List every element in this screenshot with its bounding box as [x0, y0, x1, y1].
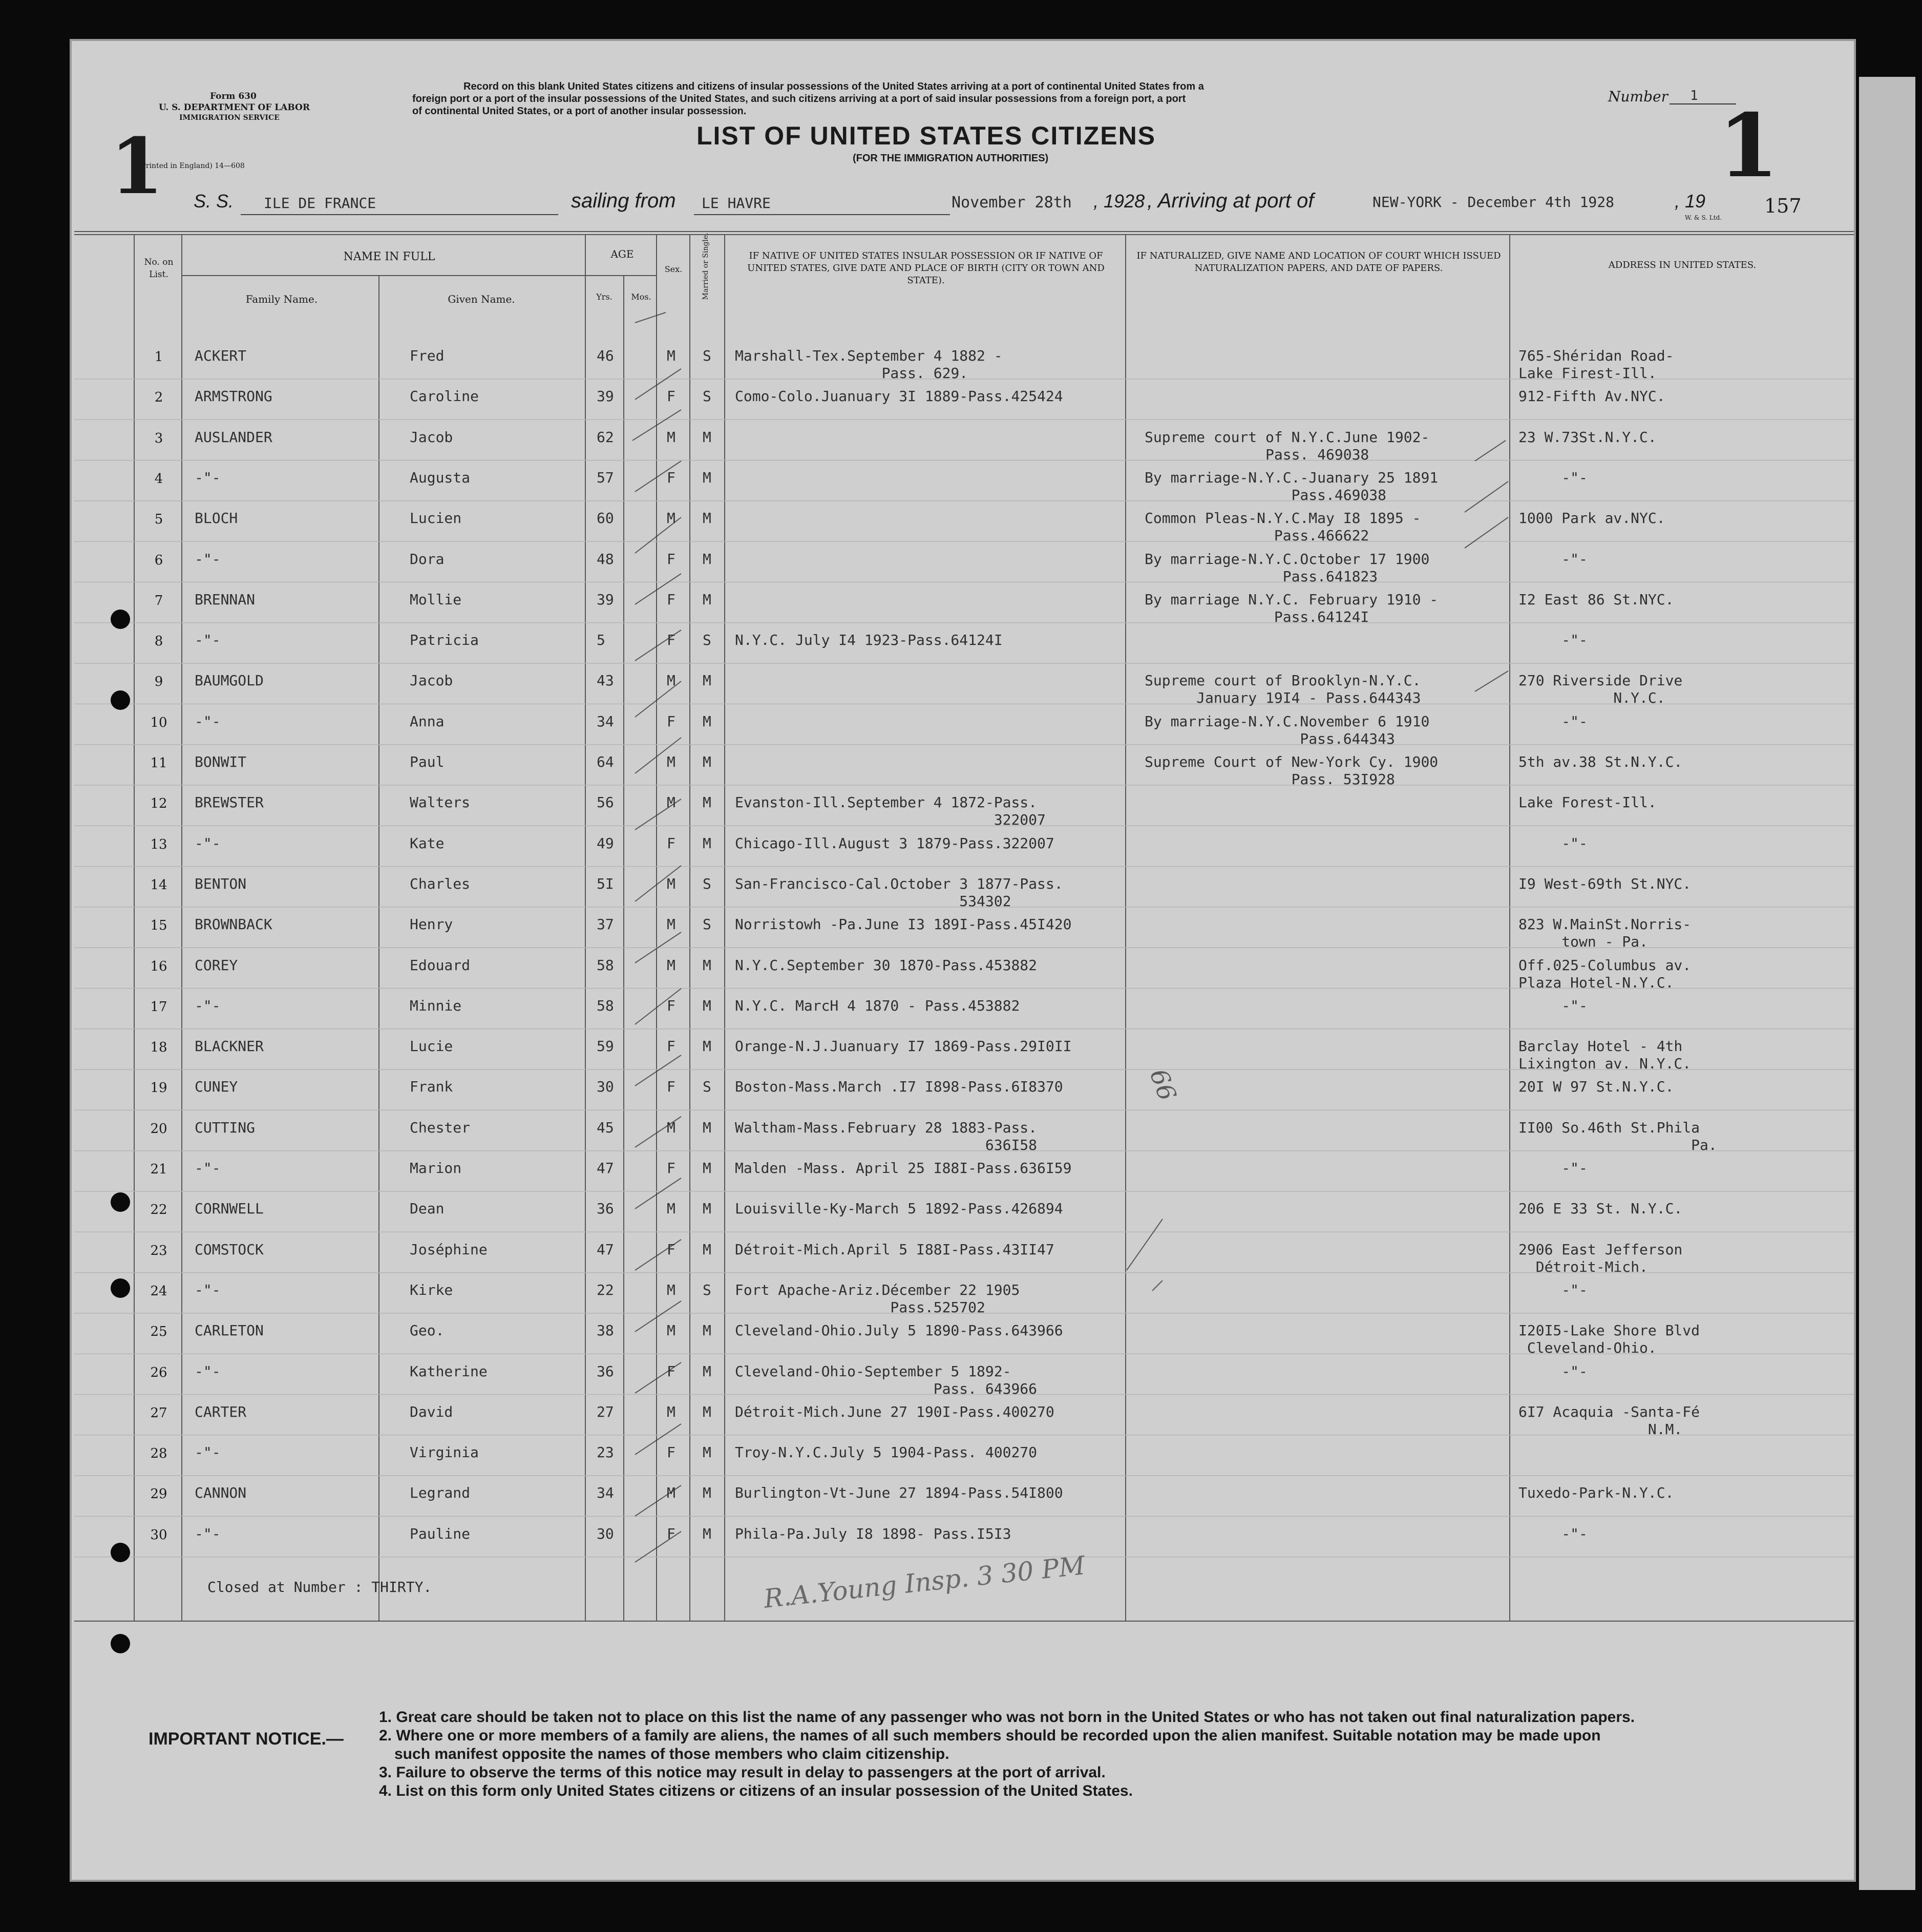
marital-status: S [703, 347, 711, 364]
address: 912-Fifth Av.NYC. [1518, 388, 1665, 405]
naturalization-info: By marriage-N.Y.C.November 6 1910 Pass.644343 [1145, 712, 1430, 747]
birth-info: N.Y.C. July I4 1923-Pass.64124I [735, 632, 1003, 649]
birth-info: Fort Apache-Ariz.Décember 22 1905 Pass.525702 [735, 1281, 1020, 1316]
header-name-in-full: NAME IN FULL [343, 250, 435, 263]
age-years: 39 [597, 388, 614, 405]
arriving-label: , Arriving at port of [1147, 190, 1314, 212]
family-name: CORNWELL [195, 1200, 264, 1217]
sex: M [667, 672, 675, 689]
age-years: 5 [597, 632, 605, 649]
family-name: BRENNAN [195, 591, 256, 608]
marital-status: M [703, 1403, 711, 1420]
family-name: BREWSTER [195, 794, 264, 811]
family-name: BAUMGOLD [195, 672, 264, 689]
family-name: -"- [195, 1444, 221, 1461]
address: 823 W.MainSt.Norris- town - Pa. [1518, 916, 1692, 951]
sex: F [667, 1525, 675, 1542]
age-years: 30 [597, 1078, 614, 1096]
marital-status: M [703, 550, 711, 568]
marital-status: S [703, 632, 711, 649]
row-number: 26 [150, 1364, 167, 1380]
row-number: 23 [150, 1243, 167, 1258]
given-name: Joséphine [410, 1241, 488, 1258]
marital-status: S [703, 916, 711, 933]
inspector-signature: R.A.Young Insp. 3 30 PM [762, 1550, 1087, 1614]
sex: M [667, 347, 675, 364]
sex: M [667, 510, 675, 527]
family-name: COMSTOCK [195, 1241, 264, 1258]
marital-status: M [703, 834, 711, 852]
sex: F [667, 834, 675, 852]
header-married-single: Married or Single. [702, 233, 710, 300]
header-address: ADDRESS IN UNITED STATES. [1608, 260, 1757, 270]
address: -"- [1518, 1281, 1588, 1298]
sex: F [667, 469, 675, 486]
naturalization-info: Common Pleas-N.Y.C.May I8 1895 - Pass.466622 [1145, 510, 1421, 544]
sex: M [667, 1484, 675, 1502]
family-name: BONWIT [195, 753, 247, 770]
given-name: Katherine [410, 1362, 488, 1380]
marital-status: M [703, 672, 711, 689]
sex: F [667, 550, 675, 568]
marital-status: M [703, 1444, 711, 1461]
ship-name: ILE DE FRANCE [264, 195, 376, 212]
family-name: CANNON [195, 1484, 247, 1502]
sex: F [667, 591, 675, 608]
header-mos: Mos. [631, 292, 651, 302]
service: IMMIGRATION SERVICE [179, 114, 280, 122]
marital-status: M [703, 1362, 711, 1380]
given-name: Geo. [410, 1322, 445, 1339]
notice-label: IMPORTANT NOTICE.— [149, 1729, 344, 1749]
marital-status: S [703, 388, 711, 405]
birth-info: Waltham-Mass.February 28 1883-Pass. 636I58 [735, 1119, 1038, 1153]
sex: F [667, 712, 675, 730]
marital-status: M [703, 997, 711, 1014]
birth-info: Phila-Pa.July I8 1898- Pass.I5I3 [735, 1525, 1011, 1542]
punch-hole [111, 690, 130, 710]
birth-info: Evanston-Ill.September 4 1872-Pass. 322007 [735, 794, 1046, 829]
family-name: -"- [195, 712, 221, 730]
sailing-label: sailing from [571, 190, 676, 212]
header-birth: IF NATIVE OF UNITED STATES INSULAR POSSESSION OR IF NATIVE OF UNITED STATES, GIVE DATE AND PLACE OF BIRTH (CITY OR TOWN AND STATE). [747, 250, 1105, 286]
sex: F [667, 1160, 675, 1177]
family-name: ARMSTRONG [195, 388, 272, 405]
given-name: Jacob [410, 428, 453, 446]
given-name: Chester [410, 1119, 471, 1136]
row-number: 9 [154, 674, 163, 690]
row-number: 16 [150, 958, 167, 974]
given-name: Dean [410, 1200, 445, 1217]
naturalization-info: By marriage N.Y.C. February 1910 - Pass.64124I [1145, 591, 1439, 625]
family-name: ACKERT [195, 347, 247, 364]
birth-info: Burlington-Vt-June 27 1894-Pass.54I800 [735, 1484, 1063, 1502]
printer-mark: W. & S. Ltd. [1685, 214, 1722, 221]
address: Lake Forest-Ill. [1518, 794, 1657, 811]
address: -"- [1518, 1362, 1588, 1380]
row-number: 30 [150, 1527, 167, 1543]
from-port: LE HAVRE [702, 195, 771, 212]
address: 5th av.38 St.N.Y.C. [1518, 753, 1683, 770]
birth-info: Marshall-Tex.September 4 1882 - Pass. 629. [735, 347, 1003, 382]
printed-note: (Printed in England) 14—608 [138, 162, 245, 170]
age-years: 56 [597, 794, 614, 811]
notice-item-4: 4. List on this form only United States citizens or citizens of an insular possession of the United States. [379, 1782, 1133, 1799]
form-number: Form 630 [210, 91, 257, 101]
address: Barclay Hotel - 4th Lixington av. N.Y.C. [1518, 1038, 1692, 1073]
age-years: 46 [597, 347, 614, 364]
address: II00 So.46th St.Phila Pa. [1518, 1119, 1717, 1153]
punch-hole [111, 1278, 130, 1298]
depart-date: November 28th [952, 194, 1072, 212]
punch-hole [111, 610, 130, 629]
address: 6I7 Acaquia -Santa-Fé N.M. [1518, 1403, 1700, 1438]
family-name: CUNEY [195, 1078, 238, 1096]
row-number: 3 [154, 430, 163, 446]
margin-mark: 66 [1144, 1065, 1182, 1105]
header-family-name: Family Name. [245, 293, 318, 305]
birth-info: Troy-N.Y.C.July 5 1904-Pass. 400270 [735, 1444, 1038, 1461]
sex: F [667, 1362, 675, 1380]
marital-status: M [703, 1241, 711, 1258]
marital-status: S [703, 875, 711, 892]
birth-info: N.Y.C. MarcH 4 1870 - Pass.453882 [735, 997, 1020, 1014]
naturalization-info: By marriage-N.Y.C.October 17 1900 Pass.641823 [1145, 550, 1430, 585]
sex: M [667, 916, 675, 933]
family-name: -"- [195, 1281, 221, 1298]
naturalization-info: Supreme Court of New-York Cy. 1900 Pass. 53I928 [1145, 753, 1439, 788]
punch-hole [111, 1192, 130, 1212]
row-number: 29 [150, 1486, 167, 1502]
punch-hole [111, 1543, 130, 1562]
age-years: 48 [597, 550, 614, 568]
marital-status: M [703, 753, 711, 770]
notice-item-1: 1. Great care should be taken not to place on this list the name of any passenger who was not born in the United States or who has not taken out final naturalization papers. [379, 1709, 1635, 1726]
marital-status: M [703, 1038, 711, 1055]
sex: F [667, 1444, 675, 1461]
given-name: Walters [410, 794, 471, 811]
sex: M [667, 1322, 675, 1339]
sex: M [667, 1281, 675, 1298]
birth-info: Boston-Mass.March .I7 I898-Pass.6I8370 [735, 1078, 1063, 1096]
row-number: 24 [150, 1283, 167, 1299]
given-name: Charles [410, 875, 471, 892]
page-number: 157 [1764, 195, 1802, 217]
header-naturalization: IF NATURALIZED, GIVE NAME AND LOCATION OF COURT WHICH ISSUED NATURALIZATION PAPERS, AND DATE OF PAPERS. [1136, 250, 1501, 274]
marital-status: M [703, 1484, 711, 1502]
row-number: 12 [150, 796, 167, 812]
header-age: AGE [610, 248, 634, 260]
row-number: 13 [150, 836, 167, 852]
family-name: AUSLANDER [195, 428, 272, 446]
birth-info: Malden -Mass. April 25 I88I-Pass.636I59 [735, 1160, 1072, 1177]
address: I9 West-69th St.NYC. [1518, 875, 1692, 892]
age-years: 62 [597, 428, 614, 446]
family-name: BLACKNER [195, 1038, 264, 1055]
given-name: David [410, 1403, 453, 1420]
age-years: 27 [597, 1403, 614, 1420]
family-name: -"- [195, 997, 221, 1014]
sex: F [667, 997, 675, 1014]
instructions-line-3: of continental United States, or a port of another insular possession. [412, 106, 747, 117]
address: -"- [1518, 1525, 1588, 1542]
sex: F [667, 1078, 675, 1096]
number-value: 1 [1690, 88, 1698, 103]
row-number: 7 [154, 593, 163, 608]
given-name: Henry [410, 916, 453, 933]
family-name: -"- [195, 550, 221, 568]
age-years: 49 [597, 834, 614, 852]
given-name: Dora [410, 550, 445, 568]
row-number: 20 [150, 1121, 167, 1137]
age-years: 64 [597, 753, 614, 770]
age-years: 43 [597, 672, 614, 689]
sex: F [667, 1038, 675, 1055]
given-name: Lucie [410, 1038, 453, 1055]
address: -"- [1518, 997, 1588, 1014]
row-number: 27 [150, 1405, 167, 1421]
marital-status: S [703, 1281, 711, 1298]
family-name: -"- [195, 632, 221, 649]
marital-status: M [703, 428, 711, 446]
notice-item-2: 2. Where one or more members of a family are aliens, the names of all such members should be recorded upon the alien manifest. Suitable notation may be made upon [379, 1727, 1601, 1744]
row-number: 14 [150, 877, 167, 893]
row-number: 8 [154, 634, 163, 649]
given-name: Kirke [410, 1281, 453, 1298]
address: 206 E 33 St. N.Y.C. [1518, 1200, 1683, 1217]
header-given-name: Given Name. [448, 293, 515, 305]
notice-item-2-cont: such manifest opposite the names of those members who claim citizenship. [394, 1746, 949, 1762]
sex: M [667, 1200, 675, 1217]
marital-status: M [703, 1160, 711, 1177]
given-name: Minnie [410, 997, 462, 1014]
address: -"- [1518, 469, 1588, 486]
department: U. S. DEPARTMENT OF LABOR [159, 102, 310, 113]
given-name: Virginia [410, 1444, 479, 1461]
sex: M [667, 875, 675, 892]
arrival-port-date: NEW-YORK - December 4th 1928 [1372, 194, 1615, 211]
address: 20I W 97 St.N.Y.C. [1518, 1078, 1674, 1096]
instructions-line-1: Record on this blank United States citizens and citizens of insular possessions of the United States arriving at a port of continental United States from a [463, 81, 1204, 92]
given-name: Frank [410, 1078, 453, 1096]
row-number: 15 [150, 918, 167, 934]
given-name: Pauline [410, 1525, 471, 1542]
sex: F [667, 388, 675, 405]
depart-year: , 1928 [1093, 191, 1145, 212]
birth-info: Louisville-Ky-March 5 1892-Pass.426894 [735, 1200, 1063, 1217]
sex: M [667, 794, 675, 811]
marital-status: M [703, 1525, 711, 1542]
birth-info: Orange-N.J.Juanuary I7 1869-Pass.29I0II [735, 1038, 1072, 1055]
row-number: 1 [154, 349, 163, 365]
family-name: COREY [195, 956, 238, 974]
birth-info: Cleveland-Ohio.July 5 1890-Pass.643966 [735, 1322, 1063, 1339]
address: -"- [1518, 834, 1588, 852]
row-number: 18 [150, 1040, 167, 1056]
marital-status: M [703, 591, 711, 608]
family-name: -"- [195, 1362, 221, 1380]
family-name: BENTON [195, 875, 247, 892]
address: 270 Riverside Drive N.Y.C. [1518, 672, 1683, 707]
address: 23 W.73St.N.Y.C. [1518, 428, 1657, 446]
age-years: 34 [597, 712, 614, 730]
ss-label: S. S. [194, 191, 234, 212]
sex: F [667, 632, 675, 649]
marital-status: M [703, 510, 711, 527]
page-subtitle: (FOR THE IMMIGRATION AUTHORITIES) [853, 153, 1049, 164]
header-no: No. on List. [144, 257, 174, 280]
big-number: 1 [1718, 95, 1779, 197]
age-years: 57 [597, 469, 614, 486]
instructions-line-2: foreign port or a port of the insular possessions of the United States, and such citizens arriving at a port of said insular possessions from a foreign port, a port [412, 93, 1186, 104]
row-number: 19 [150, 1080, 167, 1096]
row-number: 28 [150, 1446, 167, 1462]
row-number: 25 [150, 1324, 167, 1340]
age-years: 58 [597, 997, 614, 1014]
family-name: -"- [195, 469, 221, 486]
given-name: Kate [410, 834, 445, 852]
closing-note: Closed at Number : THIRTY. [207, 1579, 432, 1595]
naturalization-info: Supreme court of N.Y.C.June 1902- Pass. 469038 [1145, 428, 1430, 463]
age-years: 34 [597, 1484, 614, 1502]
page-title: LIST OF UNITED STATES CITIZENS [696, 121, 1156, 150]
address: -"- [1518, 550, 1588, 568]
birth-info: Détroit-Mich.April 5 I88I-Pass.43II47 [735, 1241, 1054, 1258]
row-number: 22 [150, 1202, 167, 1218]
age-years: 36 [597, 1200, 614, 1217]
birth-info: Chicago-Ill.August 3 1879-Pass.322007 [735, 834, 1054, 852]
left-big-number: 1 [110, 121, 164, 212]
age-years: 47 [597, 1160, 614, 1177]
birth-info: San-Francisco-Cal.October 3 1877-Pass. 534302 [735, 875, 1063, 910]
row-number: 2 [154, 390, 163, 406]
sex: M [667, 753, 675, 770]
number-label: Number [1608, 88, 1668, 105]
address: 1000 Park av.NYC. [1518, 510, 1665, 527]
age-years: 37 [597, 916, 614, 933]
given-name: Caroline [410, 388, 479, 405]
marital-status: M [703, 956, 711, 974]
age-years: 45 [597, 1119, 614, 1136]
header-sex: Sex. [664, 264, 683, 274]
sex: M [667, 428, 675, 446]
row-number: 11 [150, 755, 167, 771]
family-name: -"- [195, 1525, 221, 1542]
row-number: 5 [154, 512, 163, 528]
age-years: 59 [597, 1038, 614, 1055]
given-name: Mollie [410, 591, 462, 608]
family-name: -"- [195, 834, 221, 852]
naturalization-info: Supreme court of Brooklyn-N.Y.C. January 19I4 - Pass.644343 [1145, 672, 1421, 707]
address: Off.025-Columbus av. Plaza Hotel-N.Y.C. [1518, 956, 1692, 991]
sex: F [667, 1241, 675, 1258]
address: -"- [1518, 712, 1588, 730]
address: -"- [1518, 632, 1588, 649]
given-name: Edouard [410, 956, 471, 974]
given-name: Anna [410, 712, 445, 730]
given-name: Marion [410, 1160, 462, 1177]
address: Tuxedo-Park-N.Y.C. [1518, 1484, 1674, 1502]
address: I2 East 86 St.NYC. [1518, 591, 1674, 608]
age-years: 5I [597, 875, 614, 892]
address: -"- [1518, 1160, 1588, 1177]
header-yrs: Yrs. [596, 292, 612, 302]
address: I20I5-Lake Shore Blvd Cleveland-Ohio. [1518, 1322, 1700, 1357]
marital-status: M [703, 469, 711, 486]
age-years: 23 [597, 1444, 614, 1461]
given-name: Legrand [410, 1484, 471, 1502]
row-number: 4 [154, 471, 163, 487]
punch-hole [111, 1634, 130, 1653]
age-years: 38 [597, 1322, 614, 1339]
age-years: 47 [597, 1241, 614, 1258]
age-years: 39 [597, 591, 614, 608]
age-years: 58 [597, 956, 614, 974]
marital-status: M [703, 712, 711, 730]
address: 2906 East Jefferson Détroit-Mich. [1518, 1241, 1683, 1275]
row-number: 6 [154, 552, 163, 568]
arrival-year: , 19 [1675, 191, 1706, 212]
sex: M [667, 1403, 675, 1420]
birth-info: Norristowh -Pa.June I3 189I-Pass.45I420 [735, 916, 1072, 933]
age-years: 30 [597, 1525, 614, 1542]
given-name: Lucien [410, 510, 462, 527]
naturalization-info: By marriage-N.Y.C.-Juanary 25 1891 Pass.469038 [1145, 469, 1439, 503]
given-name: Fred [410, 347, 445, 364]
sex: M [667, 1119, 675, 1136]
given-name: Patricia [410, 632, 479, 649]
family-name: CARTER [195, 1403, 247, 1420]
birth-info: Détroit-Mich.June 27 190I-Pass.400270 [735, 1403, 1054, 1420]
age-years: 22 [597, 1281, 614, 1298]
birth-info: N.Y.C.September 30 1870-Pass.453882 [735, 956, 1038, 974]
family-name: BLOCH [195, 510, 238, 527]
birth-info: Cleveland-Ohio-September 5 1892- Pass. 643966 [735, 1362, 1038, 1397]
row-number: 10 [150, 715, 167, 730]
marital-status: M [703, 1322, 711, 1339]
marital-status: S [703, 1078, 711, 1096]
family-name: -"- [195, 1160, 221, 1177]
row-number: 17 [150, 999, 167, 1015]
age-years: 36 [597, 1362, 614, 1380]
marital-status: M [703, 1119, 711, 1136]
given-name: Augusta [410, 469, 471, 486]
age-years: 60 [597, 510, 614, 527]
marital-status: M [703, 1200, 711, 1217]
notice-item-3: 3. Failure to observe the terms of this notice may result in delay to passengers at the port of arrival. [379, 1764, 1106, 1781]
sex: M [667, 956, 675, 974]
address: 765-Shéridan Road- Lake Firest-Ill. [1518, 347, 1674, 382]
given-name: Paul [410, 753, 445, 770]
family-name: BROWNBACK [195, 916, 272, 933]
birth-info: Como-Colo.Juanuary 3I 1889-Pass.425424 [735, 388, 1063, 405]
family-name: CUTTING [195, 1119, 256, 1136]
marital-status: M [703, 794, 711, 811]
family-name: CARLETON [195, 1322, 264, 1339]
row-number: 21 [150, 1162, 167, 1177]
given-name: Jacob [410, 672, 453, 689]
